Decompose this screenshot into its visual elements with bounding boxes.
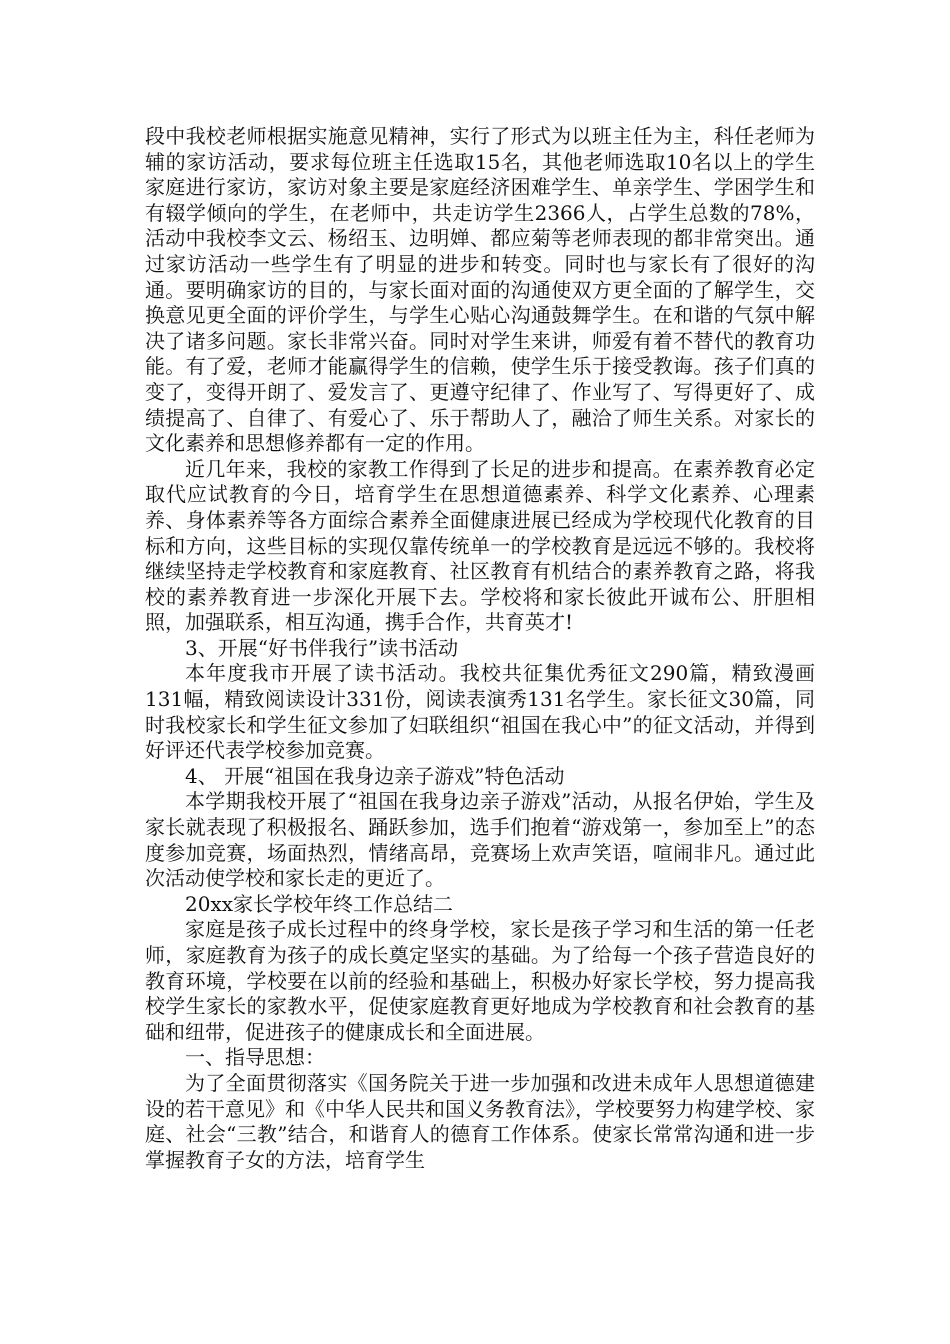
document-subtitle-summary-two: 20xx家长学校年终工作总结二 [185, 891, 454, 916]
paragraph-guiding-ideology: 为了全面贯彻落实《国务院关于进一步加强和改进未成年人思想道德建设的若干意见》和《中华人民共和国义务教育法》，学校要努力构建学校、家庭、社会“三教”结合，和谐育人的德育工作体系。使家长常常沟通和进一步掌握教育子女的方法，培育学生 [145, 1070, 815, 1172]
section-heading-reading-activity: 3、开展“好书伴我行”读书活动 [185, 635, 459, 660]
paragraph-parent-child-games: 本学期我校开展了“祖国在我身边亲子游戏”活动，从报名伊始，学生及家长就表现了积极报名、踊跃参加，选手们抱着“游戏第一，参加至上”的态度参加竞赛，场面热烈，情绪高昂，竞赛场上欢声笑语，喧闹非凡。通过此次活动使学校和家长走的更近了。 [145, 789, 815, 891]
paragraph-home-education-progress: 近几年来，我校的家教工作得到了长足的进步和提高。在素养教育必定取代应试教育的今日，培育学生在思想道德素养、科学文化素养、心理素养、身体素养等各方面综合素养全面健康进展已经成为学校现代化教育的目标和方向，这些目标的实现仅靠传统单一的学校教育是远远不够的。我校将继续坚持走学校教育和家庭教育、社区教育有机结合的素养教育之路，将我校的素养教育进一步深化开展下去。学校将和家长彼此开诚布公、肝胆相照，加强联系，相互沟通，携手合作，共育英才! [145, 456, 815, 635]
section-heading-guiding-ideology: 一、指导思想： [185, 1045, 325, 1070]
paragraph-reading-activity: 本年度我市开展了读书活动。我校共征集优秀征文290篇，精致漫画131幅，精致阅读设计331份，阅读表演秀131名学生。家长征文30篇，同时我校家长和学生征文参加了妇联组织“祖国在我心中”的征文活动，并得到好评还代表学校参加竞赛。 [145, 661, 815, 763]
paragraph-family-school: 家庭是孩子成长过程中的终身学校，家长是孩子学习和生活的第一任老师，家庭教育为孩子的成长奠定坚实的基础。为了给每一个孩子营造良好的教育环境，学校要在以前的经验和基础上，积极办好家长学校，努力提高我校学生家长的家教水平，促使家庭教育更好地成为学校教育和社会教育的基础和纽带，促进孩子的健康成长和全面进展。 [145, 917, 815, 1044]
section-heading-parent-child-games: 4、 开展“祖国在我身边亲子游戏”特色活动 [185, 763, 565, 788]
paragraph-home-visits: 段中我校老师根据实施意见精神，实行了形式为以班主任为主，科任老师为辅的家访活动，要求每位班主任选取15名，其他老师选取10名以上的学生家庭进行家访，家访对象主要是家庭经济困难学生、单亲学生、学困学生和有辍学倾向的学生，在老师中，共走访学生2366人，占学生总数的78%，活动中我校李文云、杨绍玉、边明婵、都应菊等老师表现的都非常突出。通过家访活动一些学生有了明显的进步和转变。同时也与家长有了很好的沟通。要明确家访的目的，与家长面对面的沟通使双方更全面的了解学生，交换意见更全面的评价学生，与学生心贴心沟通鼓舞学生。在和谐的气氛中解决了诸多问题。家长非常兴奋。同时对学生来讲，师爱有着不替代的教育功能。有了爱，老师才能赢得学生的信赖，使学生乐于接受教诲。孩子们真的变了，变得开朗了、爱发言了、更遵守纪律了、作业写了、写得更好了、成绩提高了、自律了、有爱心了、乐于帮助人了，融洽了师生关系。对家长的文化素养和思想修养都有一定的作用。 [145, 124, 815, 456]
document-body [145, 124, 815, 1173]
